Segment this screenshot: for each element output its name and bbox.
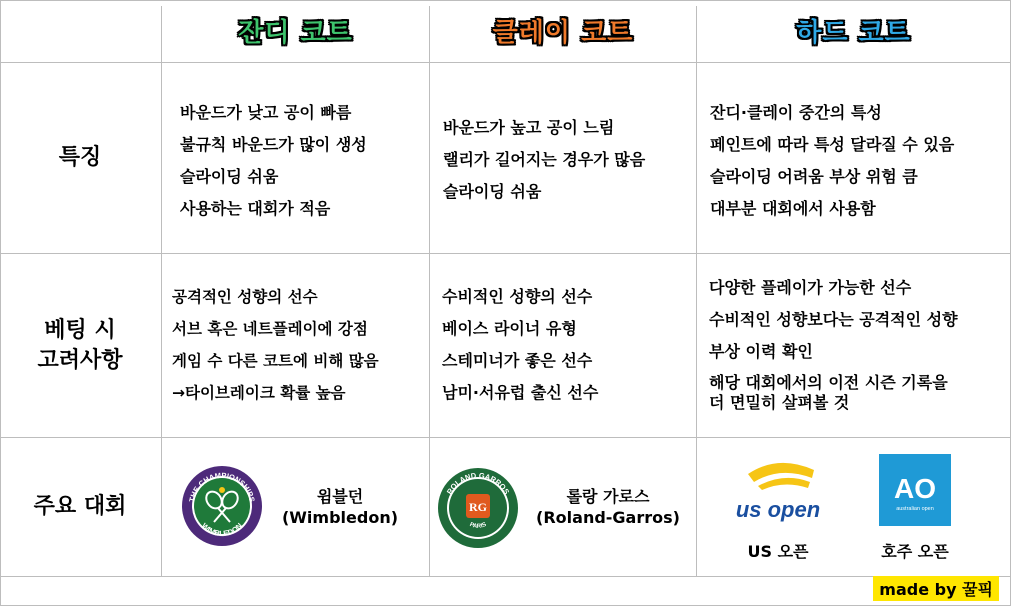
roland-garros-logo (436, 466, 520, 550)
australian-open-logo-text: AO (894, 473, 936, 504)
features-grass-cell (180, 88, 429, 233)
feature-item: 불규칙 바운드가 많이 생성 (180, 134, 367, 154)
credit-badge: made by 꿀픽 (873, 576, 999, 601)
betting-item: 다양한 플레이가 가능한 선수 (709, 278, 912, 297)
feature-item: 슬라이딩 쉬움 (180, 166, 279, 186)
australian-open-name: 호주 오픈 (881, 542, 949, 561)
feature-item: 페인트에 따라 특성 달라질 수 있음 (710, 134, 955, 154)
betting-item: 남미·서유럽 출신 선수 (442, 383, 599, 402)
feature-item: 사용하는 대회가 적음 (180, 198, 331, 218)
divider (0, 0, 1011, 1)
betting-item: 수비적인 성향의 선수 (442, 287, 593, 306)
australian-open-logo (879, 454, 951, 526)
wimbledon-logo-bottom-text: WIMBLEDON (199, 521, 245, 539)
betting-clay-cell (442, 275, 696, 415)
betting-grass-cell (172, 275, 429, 415)
betting-item: 해당 대회에서의 이전 시즌 기록을 더 면밀히 살펴볼 것 (709, 373, 948, 412)
row-label: 주요 대회 (33, 494, 127, 519)
row-header-tournaments (0, 438, 160, 576)
roland-logo-monogram: RG (469, 500, 487, 514)
betting-item: 스테미너가 좋은 선수 (442, 351, 593, 370)
us-open-name: US 오픈 (747, 542, 809, 561)
wimbledon-logo-top-text: THE CHAMPIONSHIPS (187, 470, 257, 503)
betting-item: 공격적인 성향의 선수 (172, 288, 318, 306)
wimbledon-logo (180, 464, 264, 548)
column-header-clay (430, 8, 696, 52)
feature-item: 바운드가 높고 공이 느림 (443, 118, 615, 137)
roland-garros-name: 롤랑 가로스 (Roland-Garros) (536, 487, 680, 527)
feature-item: 슬라이딩 쉬움 (443, 182, 542, 201)
divider (0, 576, 1011, 577)
divider (161, 6, 162, 576)
column-title: 클레이 코트 (492, 17, 634, 48)
us-open-logo (724, 460, 832, 526)
row-label: 베팅 시 고려사항 (37, 317, 123, 373)
row-header-features (0, 63, 160, 253)
australian-open-logo-sub: australian open (896, 506, 934, 512)
column-header-grass (162, 8, 429, 52)
feature-item: 슬라이딩 어려움 부상 위험 큼 (710, 166, 918, 186)
column-title: 하드 코트 (796, 17, 911, 48)
feature-item: 잔디·클레이 중간의 특성 (710, 102, 882, 122)
feature-item: 대부분 대회에서 사용함 (710, 198, 876, 218)
features-hard-cell (710, 88, 1010, 233)
roland-logo-bottom-text: PARIS (468, 521, 488, 530)
row-label: 특징 (58, 145, 102, 170)
row-header-betting (0, 254, 160, 437)
column-title: 잔디 코트 (238, 17, 353, 48)
betting-item: 게임 수 다른 코트에 비해 많음 (172, 352, 379, 370)
roland-logo-top-text: ROLAND GARROS (444, 470, 512, 496)
betting-item: 부상 이력 확인 (709, 342, 813, 361)
us-open-logo-text: us open (735, 497, 821, 522)
divider (429, 6, 430, 576)
features-clay-cell (443, 105, 696, 215)
betting-hard-cell (709, 270, 1010, 420)
column-header-hard (697, 8, 1010, 52)
betting-item: 수비적인 성향보다는 공격적인 성향 (709, 310, 958, 329)
betting-item: →타이브레이크 확률 높음 (172, 384, 346, 402)
feature-item: 랠리가 길어지는 경우가 많음 (443, 150, 646, 169)
betting-item: 서브 혹은 네트플레이에 강점 (172, 320, 368, 338)
betting-item: 베이스 라이너 유형 (442, 319, 577, 338)
feature-item: 바운드가 낮고 공이 빠름 (180, 102, 352, 122)
wimbledon-name: 윔블던 (Wimbledon) (281, 487, 399, 527)
